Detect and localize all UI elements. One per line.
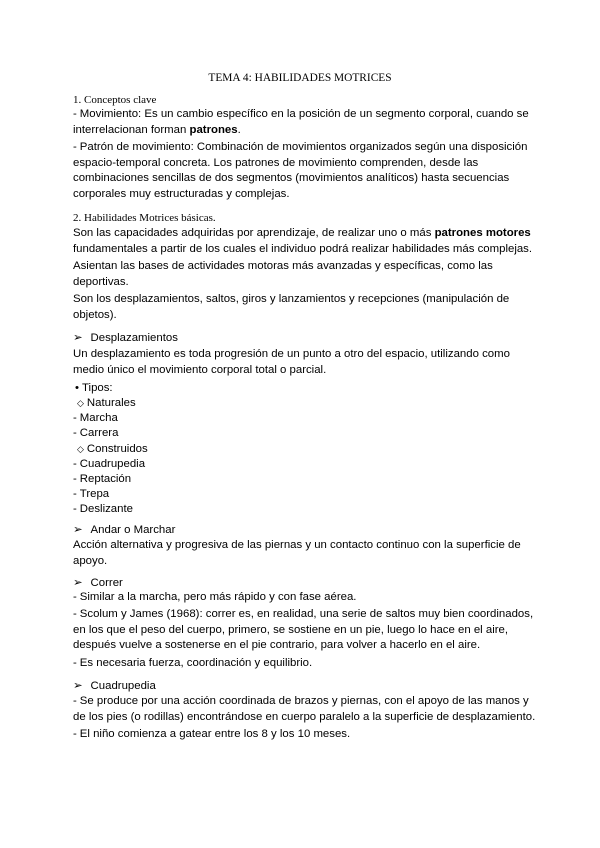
andar-line-1: Acción alternativa y progresiva de las piernas y un contacto continuo con la superficie de	[73, 539, 521, 551]
trepa-label: Trepa	[79, 488, 110, 500]
cuadrupedia-item-2	[73, 727, 533, 743]
andar-definition	[73, 538, 533, 569]
naturales-label: Naturales	[86, 397, 136, 409]
reptacion-label: Reptación	[79, 473, 132, 485]
correr-item-2	[73, 607, 533, 654]
cuadrupedia-text-2: El niño comienza a gatear entre los 8 y los 10 meses.	[79, 728, 351, 740]
dash-marker: -	[73, 728, 77, 740]
correr-item-1	[73, 590, 533, 606]
movimiento-line-2: interrelacionan forman	[73, 123, 190, 136]
correr-text-3: Es necesaria fuerza, coordinación y equilibrio.	[79, 657, 313, 669]
desplazamientos-title: Desplazamientos	[90, 332, 178, 344]
dash-marker: -	[73, 503, 77, 515]
diamond-icon: ◇	[77, 398, 84, 408]
hab2-line-2: deportivas.	[73, 275, 129, 288]
bullet-icon: •	[75, 382, 79, 394]
page-title: TEMA 4: HABILIDADES MOTRICES	[208, 72, 392, 84]
correr-item-3	[73, 656, 533, 672]
arrow-bullet-icon: ➢	[73, 524, 83, 536]
period: .	[237, 123, 241, 136]
carrera-label: Carrera	[79, 427, 119, 439]
cuadrupedia-text-1a: Se produce por una acción coordinada de brazos y piernas, con el apoyo de las manos y	[79, 695, 529, 707]
desplazamientos-definition	[73, 347, 533, 378]
dash-marker: -	[73, 108, 77, 120]
cuadrupedia-text-1b: de los pies (o rodillas) encontrándose en cuerpo paralelo a la superficie de desplazamiento.	[73, 710, 536, 723]
section-2-heading: 2. Habilidades Motrices básicas.	[73, 212, 216, 224]
hab2-line-1: Asientan las bases de actividades motoras más avanzadas y específicas, como las	[73, 260, 493, 272]
hab3-line-1: Son los desplazamientos, saltos, giros y lanzamientos y recepciones (manipulación de	[73, 293, 510, 305]
patrones-motores-bold: patrones motores	[434, 227, 531, 239]
movimiento-paragraph	[73, 107, 533, 138]
correr-text-1: Similar a la marcha, pero más rápido y con fase aérea.	[79, 591, 357, 603]
despl-line-1: Un desplazamiento es toda progresión de un punto a otro del espacio, utilizando como	[73, 348, 510, 360]
cuadrupedia-item-1	[73, 694, 536, 725]
construidos-label: Construidos	[86, 443, 148, 455]
patron-line-4: corporales muy estructuradas y complejas.	[73, 187, 290, 200]
dash-marker: -	[73, 608, 77, 620]
dash-marker: -	[73, 458, 77, 470]
hab-line-1: Son las capacidades adquiridas por aprendizaje, de realizar uno o más	[73, 227, 435, 239]
dash-marker: -	[73, 488, 77, 500]
arrow-bullet-icon: ➢	[73, 680, 83, 692]
tipos-list	[73, 381, 148, 517]
correr-text-2c: después vuelve a sostenerse en el pie contrario, para volver a hacerlo en el aire.	[73, 639, 481, 651]
movimiento-line-1: Movimiento: Es un cambio específico en la posición de un segmento corporal, cuando se	[79, 108, 529, 120]
hab-line-2: fundamentales a partir de los cuales el individuo podrá realizar habilidades más complejas.	[73, 242, 533, 255]
dash-marker: -	[73, 427, 77, 439]
desplazamientos-heading	[73, 331, 533, 347]
patron-line-2: espacio-temporal concreta. Los patrones de movimiento comprenden, desde las	[73, 156, 479, 169]
dash-marker: -	[73, 591, 77, 603]
andar-line-2: apoyo.	[73, 554, 108, 567]
dash-marker: -	[73, 695, 77, 707]
patron-line-1: Patrón de movimiento: Combinación de movimientos organizados según una disposición	[79, 141, 528, 153]
cuadrupedia-heading	[73, 679, 533, 695]
section-1-heading: 1. Conceptos clave	[73, 94, 157, 106]
correr-title: Correr	[90, 577, 123, 589]
patrones-bold: patrones	[189, 123, 238, 136]
dash-marker: -	[73, 141, 77, 153]
correr-text-2b: en los que el peso del cuerpo, primero, se sostiene en un pie, luego lo hace en el aire,	[73, 623, 509, 636]
habilidades-paragraph-2	[73, 259, 533, 290]
patron-paragraph	[73, 140, 533, 202]
andar-title: Andar o Marchar	[90, 524, 176, 536]
andar-heading	[73, 523, 533, 539]
dash-marker: -	[73, 657, 77, 669]
hab3-line-2: objetos).	[73, 308, 117, 321]
despl-line-2: medio único el movimiento corporal total o parcial.	[73, 363, 327, 376]
tipos-label: Tipos:	[82, 382, 113, 394]
correr-text-2a: Scolum y James (1968): correr es, en realidad, una serie de saltos muy bien coordinados,	[79, 608, 534, 620]
deslizante-label: Deslizante	[79, 503, 133, 515]
marcha-label: Marcha	[79, 412, 118, 424]
cuadrupedia-title: Cuadrupedia	[90, 680, 156, 692]
arrow-bullet-icon: ➢	[73, 577, 83, 589]
arrow-bullet-icon: ➢	[73, 332, 83, 344]
diamond-icon: ◇	[77, 444, 84, 454]
dash-marker: -	[73, 412, 77, 424]
habilidades-paragraph-1	[73, 226, 533, 257]
cuadrupedia-label: Cuadrupedia	[79, 458, 146, 470]
dash-marker: -	[73, 473, 77, 485]
patron-line-3: combinaciones sencillas de dos segmentos (movimientos analíticos) hasta secuencias	[73, 172, 510, 184]
habilidades-paragraph-3	[73, 292, 533, 323]
